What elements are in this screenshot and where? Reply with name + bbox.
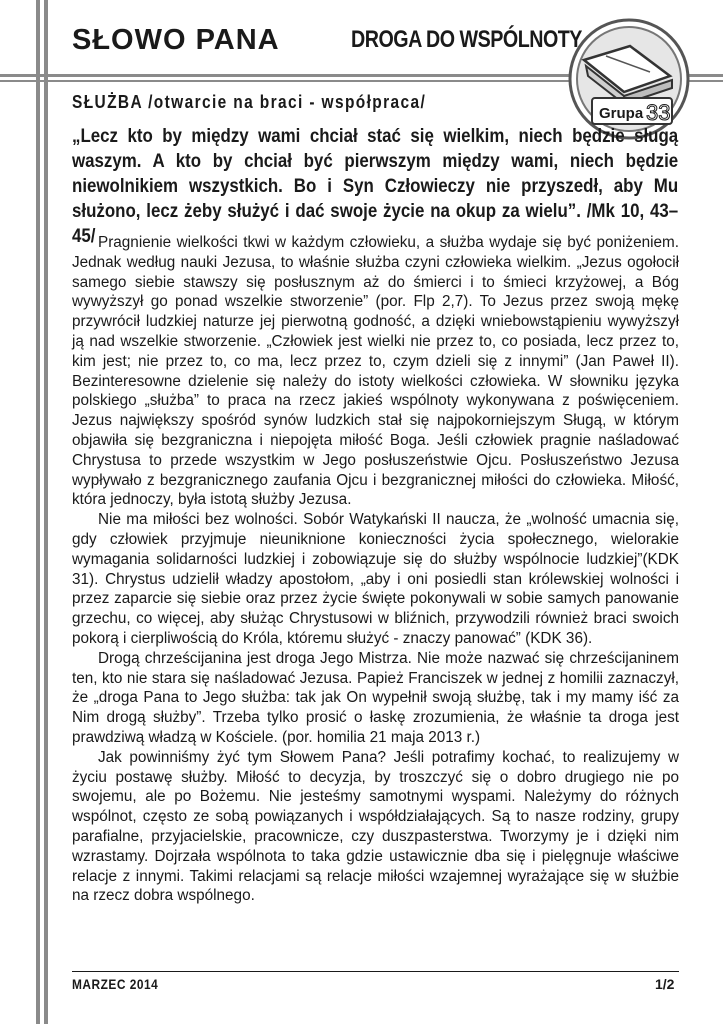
badge-label: Grupa (599, 105, 644, 122)
article-body (72, 233, 679, 906)
paragraph-2: Nie ma miłości bez wolności. Sobór Watykański II naucza, że „wolność umacnia się, gdy człowiek przyjmuje nieuniknione konieczności życia społecznego, wielorakie wymagania solidarności ludzkiej i zobowiązuje się do służby wspólnocie ludzkiej”(KDK 31). Chrystus udzielił władzy apostołom, „aby i oni posiedli stan królewskiej wolności i przez zaparcie się siebie oraz przez życie święte pokonywali w sobie samych panowanie grzechu, co więcej, aby służąc Chrystusowi w bliźnich, przywodzili również braci swoich pokorą i cierpliwością do Króla, któremu służyć - znaczy panować” (KDK 36). (72, 511, 679, 647)
frame-vertical-line-inner (44, 0, 48, 1024)
badge-number: 33 (646, 100, 671, 125)
paragraph-1: Pragnienie wielkości tkwi w każdym człowieku, a służba wydaje się być poniżeniem. Jednak według nauki Jezusa, to właśnie służba czyni człowieka wielkim. „Jezus ogołocił samego siebie stawszy się posłusznym aż do śmierci i to śmieci krzyżowej, a Bóg wywyższył go ponad wszelkie stworzenie” (por. Flp 2,7). To Jezus przez swoją mękę przywrócił ludzkiej naturze jej pierwotną godność, a dzięki wniebowstąpieniu wywyższył ją nad wszelkie stworzenie. „Człowiek jest wielki nie przez to, co posiada, lecz przez to, kim jest; nie przez to, co ma, lecz przez to, czym dzieli się z innymi” (Jan Paweł II). Bezinteresowne dzielenie się należy do istoty wielkości człowieka. W słowniku języka polskiego „służba” to praca na rzecz jakieś wspólnoty wykonywana z poświęceniem. Jezus największy spośród synów ludzkich stał się najpokorniejszym Sługą, w którym objawiła się bezgraniczna i niepojęta miłość Boga. Jeśli człowiek pragnie naśladować Chrystusa to przede wszystkim w Jego posłuszeństwie Ojcu. Posłuszeństwo Jezusa wypływało z bezgranicznego zaufania Ojcu i bezgranicznej miłości do człowieka. Miłość, która jednoczy, była istotą służby Jezusa. (72, 234, 679, 509)
paragraph-3: Drogą chrześcijanina jest droga Jego Mistrza. Nie może nazwać się chrześcijaninem ten, kto nie stara się naśladować Jezusa. Papież Franciszek w jednej z homilii zaznaczył, że „droga Pana to Jego służba: tak jak On wypełnił swoją służbę, tak i my mamy iść za Nim drogą służby”. Trzeba tylko prosić o łaskę zrozumienia, że właśnie ta droga jest prawdziwą władzą w Kościele. (por. homilia 21 maja 2013 r.) (72, 649, 679, 746)
paragraph-4: Jak powinniśmy żyć tym Słowem Pana? Jeśli potrafimy kochać, to realizujemy w życiu postawę służby. Miłość to decyzja, by troszczyć się o dobro drugiego nie po swojemu, ale po Bożemu. Nie jesteśmy samotnymi wyspami. Należymy do różnych wspólnot, często ze sobą powiązanych i współdziałających. Są to nasze rodziny, grupy parafialne, przyjacielskie, pracownicze, czy duszpasterstwa. Tworzymy je i dzięki nim wzrastamy. Dojrzała wspólnota to taka gdzie ustawicznie dba się i pielęgnuje właściwe relacje z innymi. Takimi relacjami są relacje miłości wzajemnej wyrażające się w służbie na rzecz dobra wspólnego. (72, 748, 679, 905)
page-title: SŁOWO PANA (72, 24, 280, 56)
footer-divider (72, 971, 679, 972)
quote-text: „Lecz kto by między wami chciał stać się wielkim, niech będzie sługą waszym. A kto by chciał być pierwszym między wami, niech będzie niewolnikiem wszystkich. Bo i Syn Człowieczy nie przyszedł, aby Mu służono, lecz żeby służyć i dać swoje życie na okup za wielu”. /Mk 10, 43–45/ (72, 125, 679, 247)
page-number: 1/2 (655, 976, 675, 992)
footer-date: MARZEC 2014 (72, 976, 159, 992)
page-subtitle: DROGA DO WSPÓLNOTY (351, 26, 582, 53)
section-heading: SŁUŻBA /otwarcie na braci - współpraca/ (72, 92, 427, 112)
frame-vertical-line-outer (36, 0, 40, 1024)
scripture-quote (72, 124, 678, 249)
